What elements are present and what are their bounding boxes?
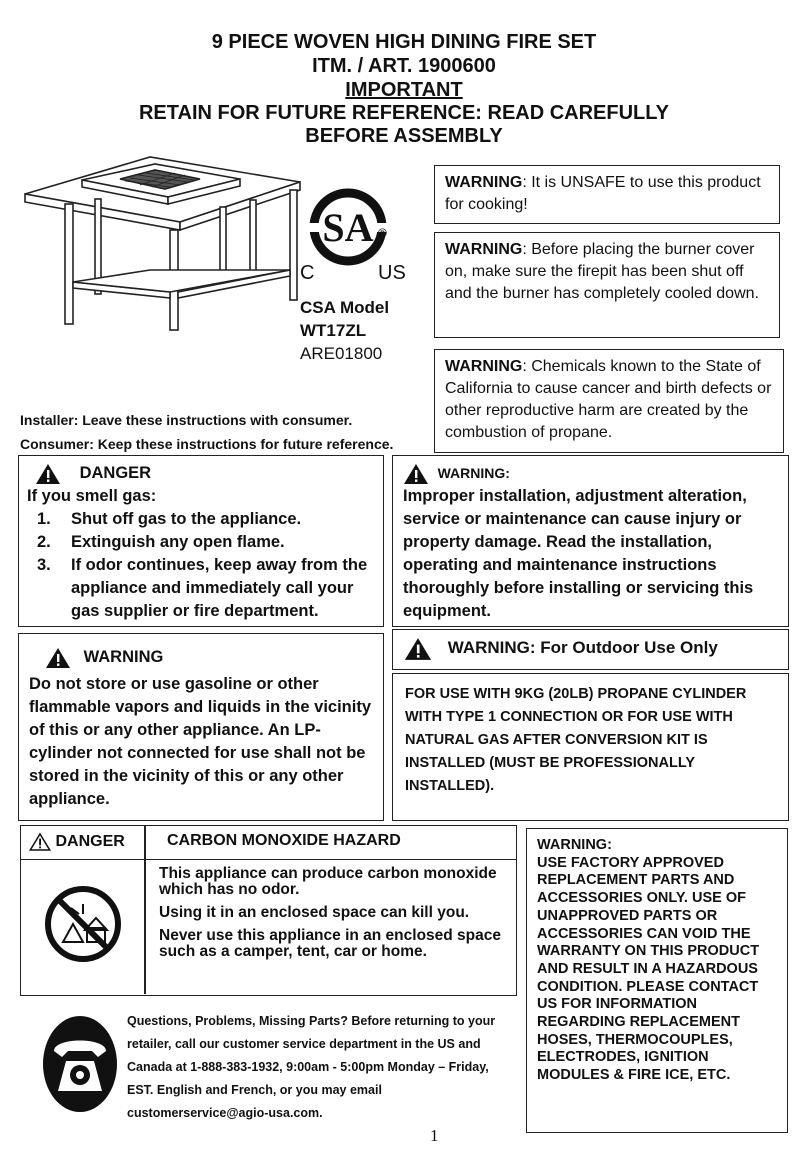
warning-outdoor-title: WARNING: For Outdoor Use Only [447, 638, 718, 658]
list-item: 1. Shut off gas to the appliance. [37, 510, 302, 528]
fire-table-illustration [20, 152, 305, 337]
csa-us-label: US [378, 262, 406, 284]
warning-cooking [434, 165, 780, 224]
warning-installation-box [392, 455, 789, 627]
consumer-note: Consumer: Keep these instructions for future reference. [20, 436, 394, 452]
warning-title: WARNING [83, 648, 164, 666]
document-title: 9 PIECE WOVEN HIGH DINING FIRE SET [211, 31, 597, 53]
danger-steps-list [29, 508, 373, 623]
parts-warning-text: USE FACTORY APPROVED REPLACEMENT PARTS AND ACCESSORIES ONLY. USE OF UNAPPROVED PARTS OR ACCESSORIES CAN VOID THE WARRANTY ON THIS PRODUCT AND RESULT IN A HAZARDOUS CONDITION. PLEASE CONTACT US FOR INFORMATION REGARDING REPLACEMENT HOSES, THERMOCOUPLES, ELECTRODES, IGNITION MODULES & FIRE ICE, ETC. [537, 854, 760, 1084]
warning-label: WARNING [445, 358, 523, 375]
warning-title: WARNING: [437, 465, 510, 481]
telephone-icon [42, 1015, 118, 1113]
csa-model-label: CSA Model [300, 298, 390, 317]
co-hazard-title: CARBON MONOXIDE HAZARD [167, 832, 401, 849]
warning-triangle-icon [29, 832, 51, 852]
warning-gasoline-box [18, 633, 384, 821]
csa-model-number: WT17ZL [300, 321, 367, 340]
warning-text: : Chemicals known to the State of California to cause cancer and birth defects or other reproductive harm are created by the combustion of propane. [445, 358, 772, 441]
co-danger-label: DANGER [29, 832, 125, 852]
warning-triangle-icon [35, 463, 61, 485]
retain-line-1: RETAIN FOR FUTURE REFERENCE: READ CAREFULLY [138, 102, 669, 124]
parts-warning-box [526, 828, 788, 1133]
warning-label: WARNING [445, 241, 523, 258]
list-item: 3. If odor continues, keep away from the appliance and immediately call your gas supplier or fire department. [37, 556, 368, 620]
warning-installation-text: Improper installation, adjustment alteration, service or maintenance can cause injury or property damage. Read the installation, operating and maintenance instructions thoroughly before installing or servicing this equipment. [403, 487, 754, 620]
contact-info: Questions, Problems, Missing Parts? Before returning to your retailer, call our customer service department in the US and Canada at 1-888-383-1932, 9:00am - 5:00pm Monday – Friday, EST. English and French, or you may email customerservice@agio-usa.com. [127, 1014, 496, 1120]
page-number: 1 [430, 1126, 439, 1145]
co-paragraph-3: Never use this appliance in an enclosed space such as a camper, tent, car or home. [159, 927, 501, 960]
installer-note: Installer: Leave these instructions with consumer. [20, 412, 353, 428]
propane-info-box [392, 673, 789, 821]
warning-label: WARNING [445, 174, 523, 191]
propane-info-text: FOR USE WITH 9KG (20LB) PROPANE CYLINDER WITH TYPE 1 CONNECTION OR FOR USE WITH NATURAL GAS AFTER CONVERSION KIT IS INSTALLED (MUST BE PROFESSIONALLY INSTALLED). [405, 686, 747, 794]
warning-triangle-icon [45, 647, 71, 669]
registered-mark: ® [378, 226, 387, 240]
item-number: ITM. / ART. 1900600 [312, 55, 496, 77]
co-paragraph-2: Using it in an enclosed space can kill you. [159, 904, 470, 921]
parts-warning-title: WARNING: [537, 837, 612, 853]
svg-text:SA: SA [322, 205, 374, 250]
retain-line-2: BEFORE ASSEMBLY [305, 125, 503, 147]
no-enclosed-space-icon [43, 884, 123, 964]
co-paragraph-1: This appliance can produce carbon monoxide which has no odor. [159, 865, 497, 898]
warning-outdoor-box [392, 629, 789, 670]
warning-burner-cover [434, 232, 780, 338]
warning-text: : Before placing the burner cover on, make sure the firepit has been shut off and the burner has completely cooled down. [445, 241, 759, 302]
warning-california [434, 349, 784, 453]
co-hazard-text [159, 866, 504, 960]
warning-triangle-icon [403, 637, 433, 661]
csa-c-label: C [300, 262, 315, 284]
danger-title: DANGER [79, 464, 152, 482]
warning-gasoline-text: Do not store or use gasoline or other flammable vapors and liquids in the vicinity of this or any other appliance. An LP-cylinder not connected for use shall not be stored in the vicinity of this or any other appliance. [29, 675, 371, 808]
danger-smell-gas-box [18, 455, 384, 627]
co-hazard-box [20, 825, 517, 996]
co-divider [144, 826, 146, 994]
warning-text: : It is UNSAFE to use this product for cooking! [445, 174, 761, 213]
warning-triangle-icon [403, 463, 429, 485]
danger-intro: If you smell gas: [27, 487, 157, 505]
list-item: 2. Extinguish any open flame. [37, 533, 285, 551]
important-heading: IMPORTANT [345, 79, 463, 101]
csa-code: ARE01800 [300, 344, 383, 363]
